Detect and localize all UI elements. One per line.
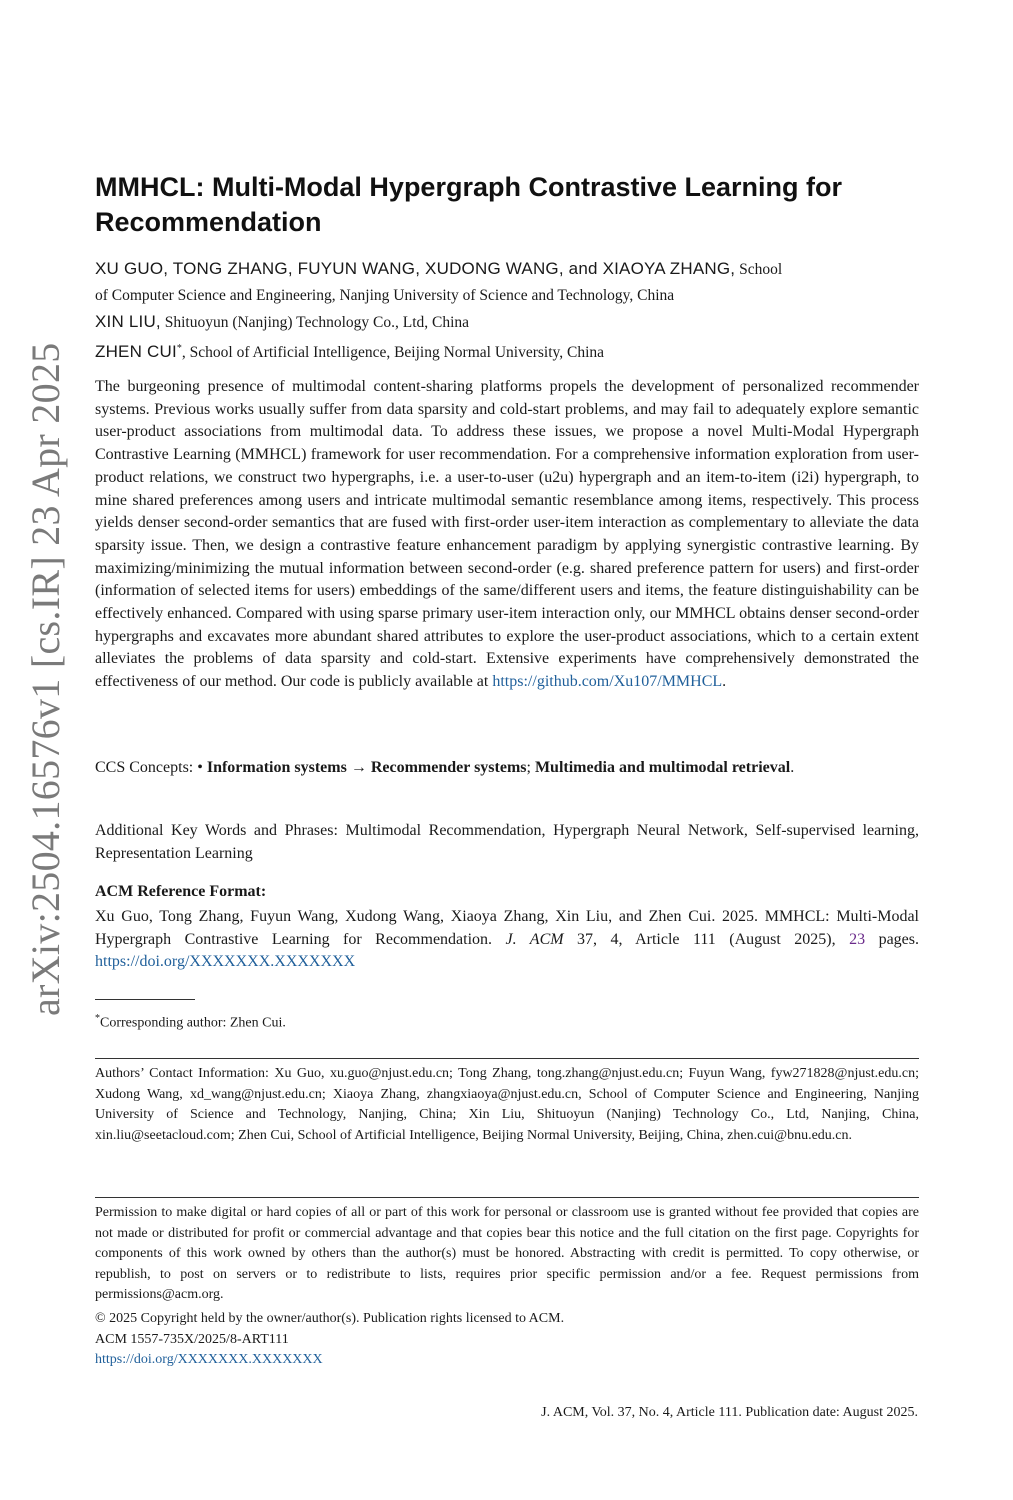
copyright-block xyxy=(95,1309,919,1371)
footnote xyxy=(95,1009,919,1034)
paper-title: MMHCL: Multi-Modal Hypergraph Contrastive Learning for Recommendation xyxy=(95,172,843,237)
contact-rule xyxy=(95,1058,919,1059)
affiliation-2: Shituoyun (Nanjing) Technology Co., Ltd, China xyxy=(164,314,470,331)
author-names-group-1: XU GUO, TONG ZHANG, FUYUN WANG, XUDONG WANG, and XIAOYA ZHANG, xyxy=(95,259,736,278)
reference-pages-link[interactable]: 23 xyxy=(849,930,866,948)
reference-part-a: Xu Guo, Tong Zhang, Fuyun Wang, Xudong Wang, Xiaoya Zhang, Xin Liu, and Zhen Cui. 2025. MMHCL: Multi-Modal Hypergraph Contrastive Learning for Recommendation. xyxy=(95,908,919,948)
footnote-rule xyxy=(95,999,195,1000)
ccs-concepts xyxy=(95,757,919,780)
copyright-line: © 2025 Copyright held by the owner/author(s). Publication rights licensed to ACM. xyxy=(95,1311,565,1326)
corresponding-mark: * xyxy=(176,343,182,354)
permission-notice: Permission to make digital or hard copies of all or part of this work for personal or classroom use is granted without fee provided that copies are not made or distributed for profit or commercial advantage and that copies bear this notice and the full citation on the first page. Copyrights for components of this work owned by others than the author(s) must be honored. Abstracting with credit is permitted. To copy otherwise, or republish, to post on servers or to redistribute to lists, requires prior specific permission and/or a fee. Request permissions from permissions@acm.org. xyxy=(95,1205,919,1303)
author-name-3: ZHEN CUI xyxy=(95,342,177,362)
ccs-separator: ; xyxy=(526,759,535,776)
ccs-end: . xyxy=(790,759,795,776)
permission-rule xyxy=(95,1197,919,1198)
ccs-concept-1: Information systems → Recommender systems xyxy=(206,759,527,776)
ccs-concept-2: Multimedia and multimodal retrieval xyxy=(534,759,791,776)
code-link[interactable]: https://github.com/Xu107/MMHCL xyxy=(492,673,723,691)
abstract-body: The burgeoning presence of multimodal content-sharing platforms propels the development of personalized recommender systems. Previous works usually suffer from data sparsity and cold-start problems, and may fail to adequately explore semantic user-product associations from multimodal data. To address these issues, we propose a novel Multi-Modal Hypergraph Contrastive Learning (MMHCL) framework for user recommendation. For a comprehensive information exploration from user-product relations, we construct two hypergraphs, i.e. a user-to-user (u2u) hypergraph and an item-to-item (i2i) hypergraph, to mine shared preferences among users and intricate multimodal semantic resemblance among items, respectively. This process yields denser second-order semantics that are fused with first-order user-item interaction as complementary to alleviate the data sparsity issue. Then, we design a contrastive feature enhancement paradigm by applying synergistic contrastive learning. By maximizing/minimizing the mutual information between second-order (e.g. shared preference pattern for users) and first-order (information of selected items for users) embeddings of the same/different users and items, the feature distinguishability can be effectively enhanced. Compared with using sparse primary user-item interaction only, our MMHCL obtains denser second-order hypergraphs and excavates more abundant shared attributes to explore the user-product associations, which to a certain extent alleviates the problems of data sparsity and cold-start. Extensive experiments have comprehensively demonstrated the effectiveness of our method. Our code is publicly available at xyxy=(95,378,919,691)
reference-heading: ACM Reference Format: xyxy=(95,883,267,900)
affiliation-1b: of Computer Science and Engineering, Nanjing University of Science and Technology, China xyxy=(95,287,675,304)
author-line-2 xyxy=(95,309,919,336)
reference-part-c: pages. xyxy=(865,930,920,948)
reference-text xyxy=(95,906,919,974)
affiliation-3: , School of Artificial Intelligence, Beijing Normal University, China xyxy=(181,344,605,362)
abstract-end: . xyxy=(722,673,727,691)
author-line-1 xyxy=(95,256,919,283)
keywords: Additional Key Words and Phrases: Multimodal Recommendation, Hypergraph Neural Network, Self-supervised learning, Representation Learning xyxy=(95,822,919,862)
contact-info: Authors’ Contact Information: Xu Guo, xu.guo@njust.edu.cn; Tong Zhang, tong.zhang@njust.edu.cn; Fuyun Wang, fyw271828@njust.edu.cn; Xudong Wang, xd_wang@njust.edu.cn; Xiaoya Zhang, zhangxiaoya@njust.edu.cn, School of Computer Science and Engineering, Nanjing University of Science and Technology, Nanjing, China; Xin Liu, Shituoyun (Nanjing) Technology Co., Ltd, Nanjing, China, xin.liu@seetacloud.com; Zhen Cui, School of Artificial Intelligence, Beijing Normal University, Beijing, China, zhen.cui@bnu.edu.cn. xyxy=(95,1066,919,1143)
ccs-prefix: CCS Concepts: • xyxy=(95,759,207,776)
footnote-text: Corresponding author: Zhen Cui. xyxy=(100,1015,286,1031)
arxiv-stamp: arXiv:2504.16576v1 [cs.IR] 23 Apr 2025 xyxy=(23,342,68,1016)
footnote-mark: * xyxy=(95,1013,100,1024)
author-name-2: XIN LIU, xyxy=(95,312,161,331)
page-footer: J. ACM, Vol. 37, No. 4, Article 111. Publication date: August 2025. xyxy=(541,1405,918,1420)
reference-part-b: 37, 4, Article 111 (August 2025), xyxy=(563,930,850,948)
issn-line: ACM 1557-735X/2025/8-ART111 xyxy=(95,1331,289,1347)
copyright-doi-link[interactable]: https://doi.org/XXXXXXX.XXXXXXX xyxy=(95,1352,323,1368)
abstract xyxy=(95,376,919,694)
author-line-3 xyxy=(95,336,919,366)
reference-doi-link[interactable]: https://doi.org/XXXXXXX.XXXXXXX xyxy=(95,953,356,971)
reference-journal: J. ACM xyxy=(505,930,564,948)
affiliation-1a: School xyxy=(739,261,783,278)
author-block xyxy=(95,256,919,366)
